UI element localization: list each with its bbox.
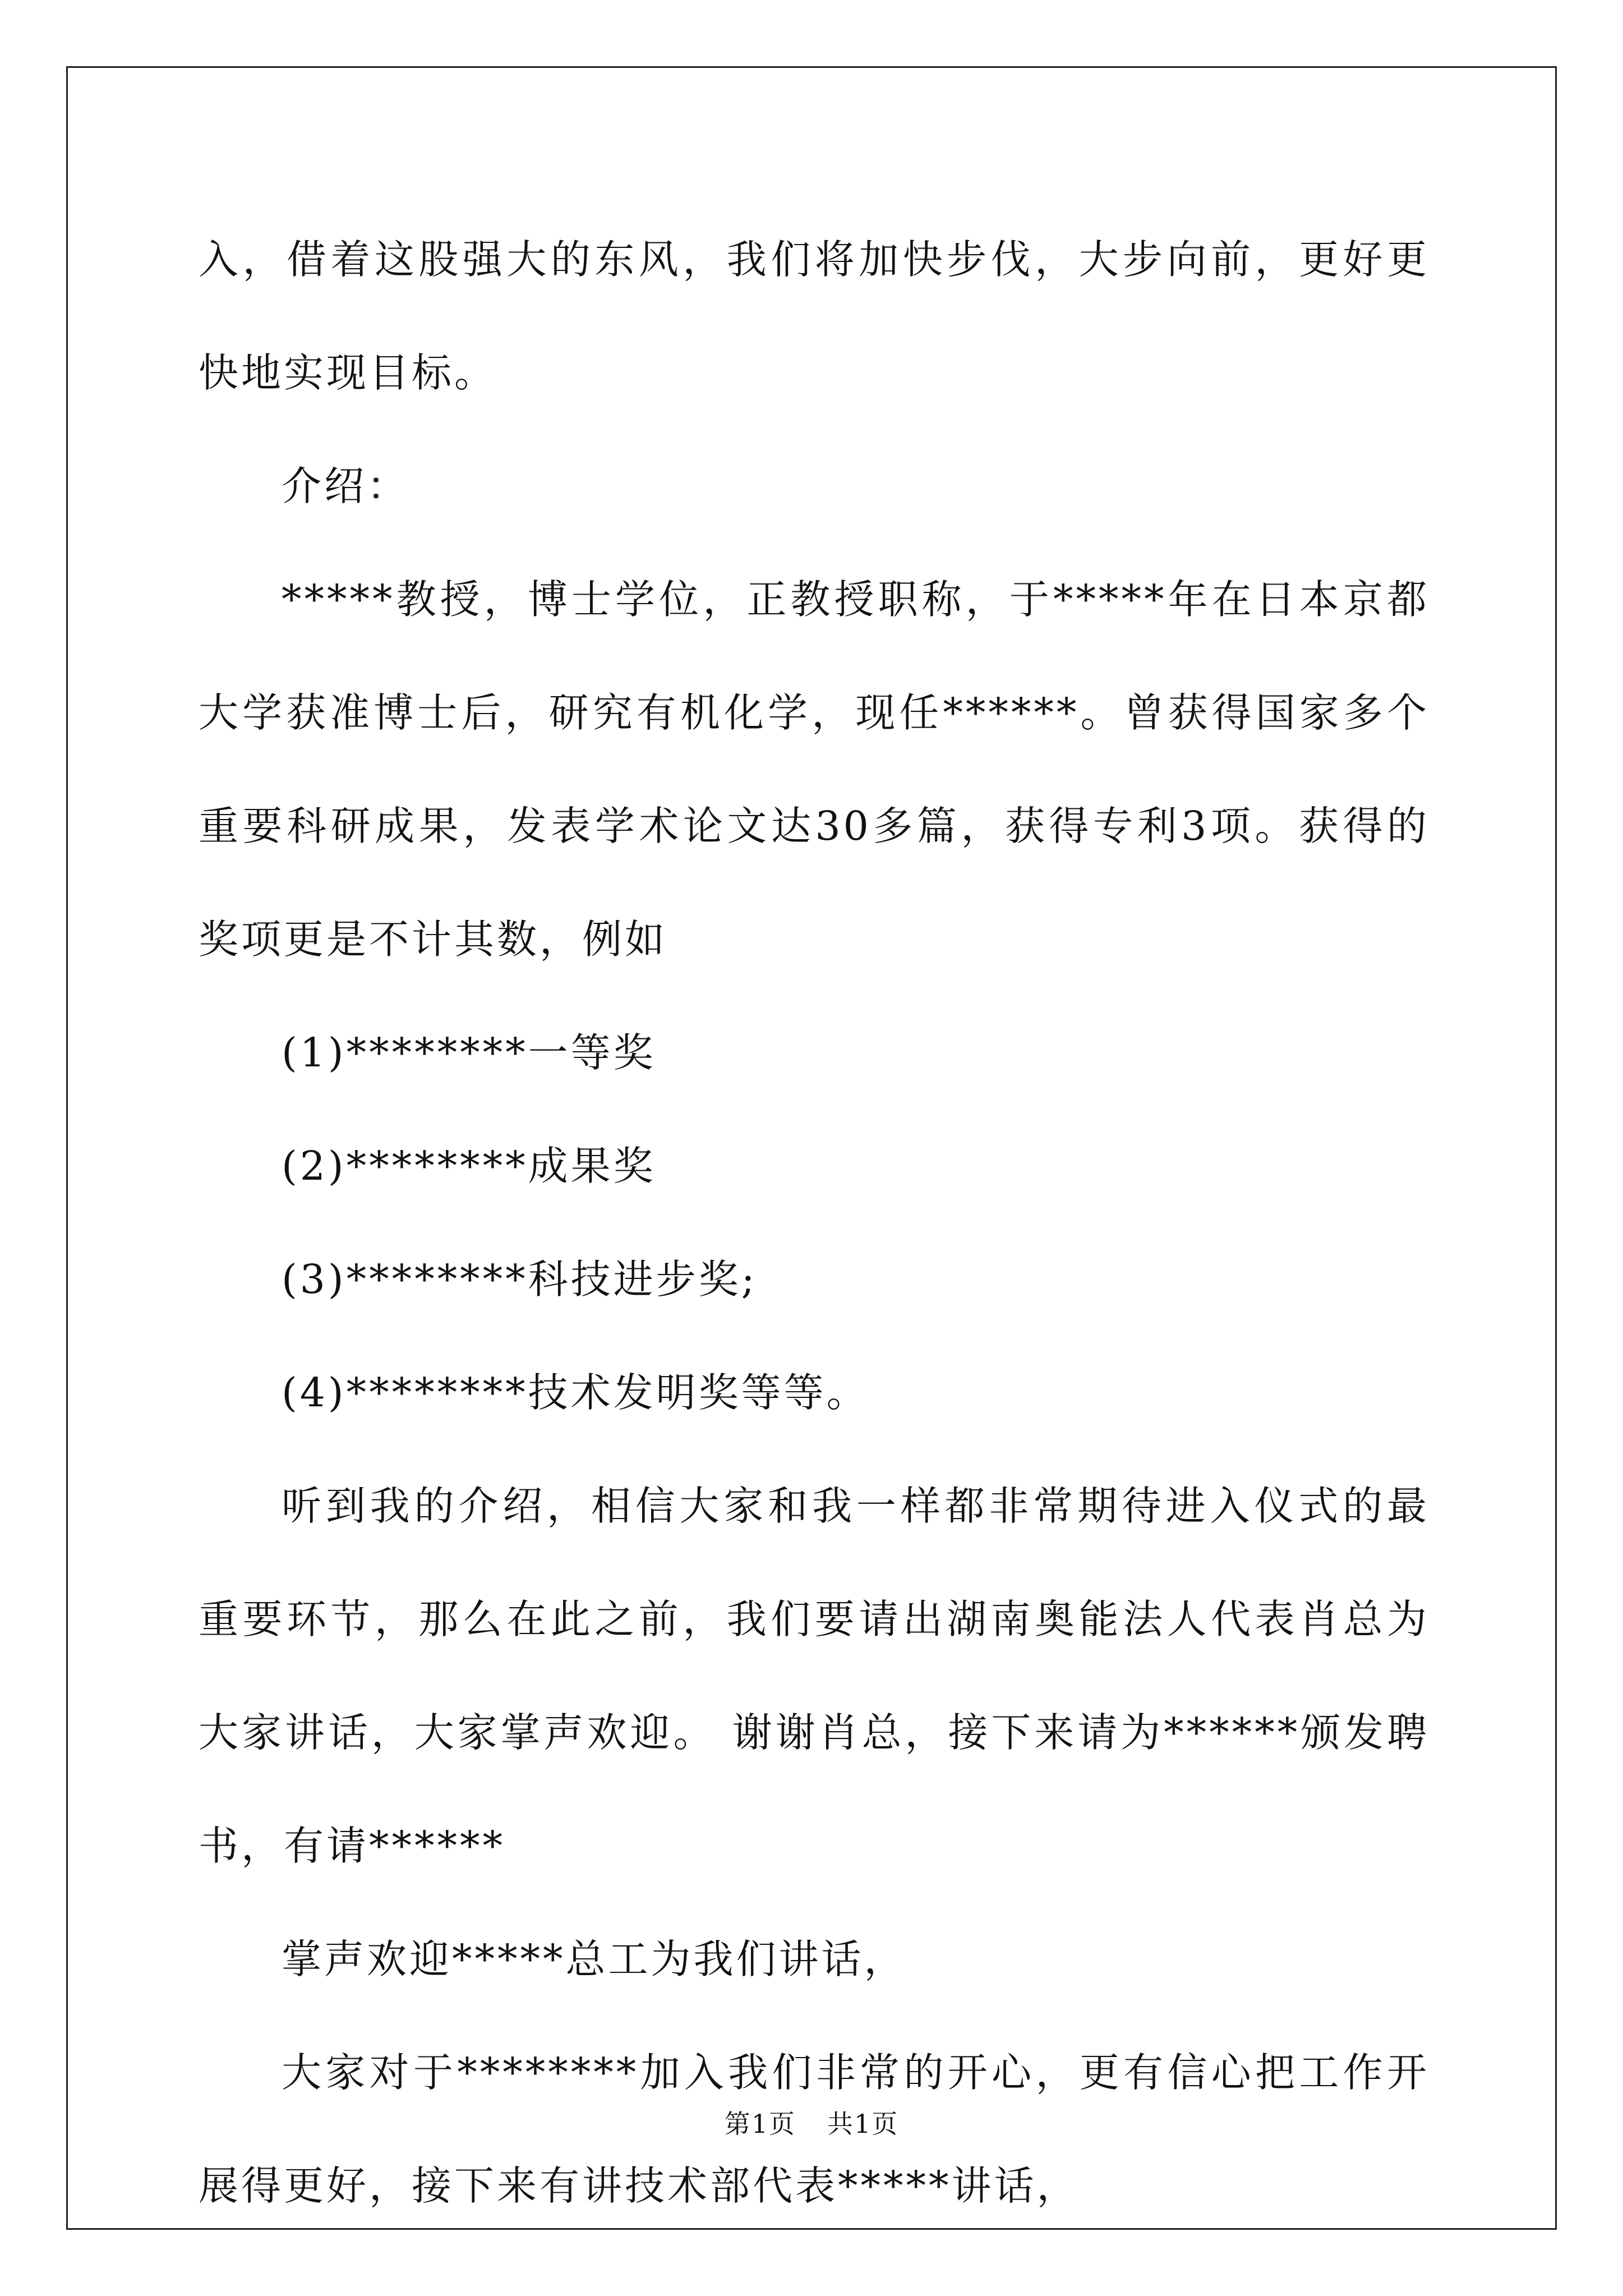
paragraph-4: (1)********一等奖 bbox=[282, 1029, 656, 1076]
paragraph-5: (2)********成果奖 bbox=[282, 1143, 656, 1189]
paragraph-6: (3)********科技进步奖; bbox=[282, 1256, 758, 1303]
paragraph-1: 入，借着这股强大的东风，我们将加快步伐，大步向前，更好更快地实现目标。 bbox=[199, 236, 1430, 396]
paragraph-7: (4)********技术发明奖等等。 bbox=[282, 1369, 869, 1416]
paragraph-9: 掌声欢迎*****总工为我们讲话， bbox=[282, 1936, 907, 1982]
paragraph-10: 大家对于********加入我们非常的开心，更有信心把工作开展得更好，接下来有讲技术部代表*****讲话， bbox=[199, 2049, 1430, 2209]
paragraph-2: 介绍： bbox=[282, 463, 410, 509]
paragraph-3: *****教授，博士学位，正教授职称，于*****年在日本京都大学获准博士后，研究有机化学，现任******。曾获得国家多个重要科研成果，发表学术论文达30多篇，获得专利3项。获得的奖项更是不计其数，例如 bbox=[199, 576, 1430, 963]
paragraph-8: 听到我的介绍，相信大家和我一样都非常期待进入仪式的最重要环节，那么在此之前，我们要请出湖南奥能法人代表肖总为大家讲话，大家掌声欢迎。 谢谢肖总，接下来请为******颁发聘书，有请****** bbox=[199, 1483, 1430, 1869]
page-number: 第1页 bbox=[724, 2109, 796, 2139]
page-total: 共1页 bbox=[827, 2109, 899, 2139]
document-body bbox=[199, 203, 1430, 2243]
page-footer bbox=[0, 2104, 1623, 2141]
